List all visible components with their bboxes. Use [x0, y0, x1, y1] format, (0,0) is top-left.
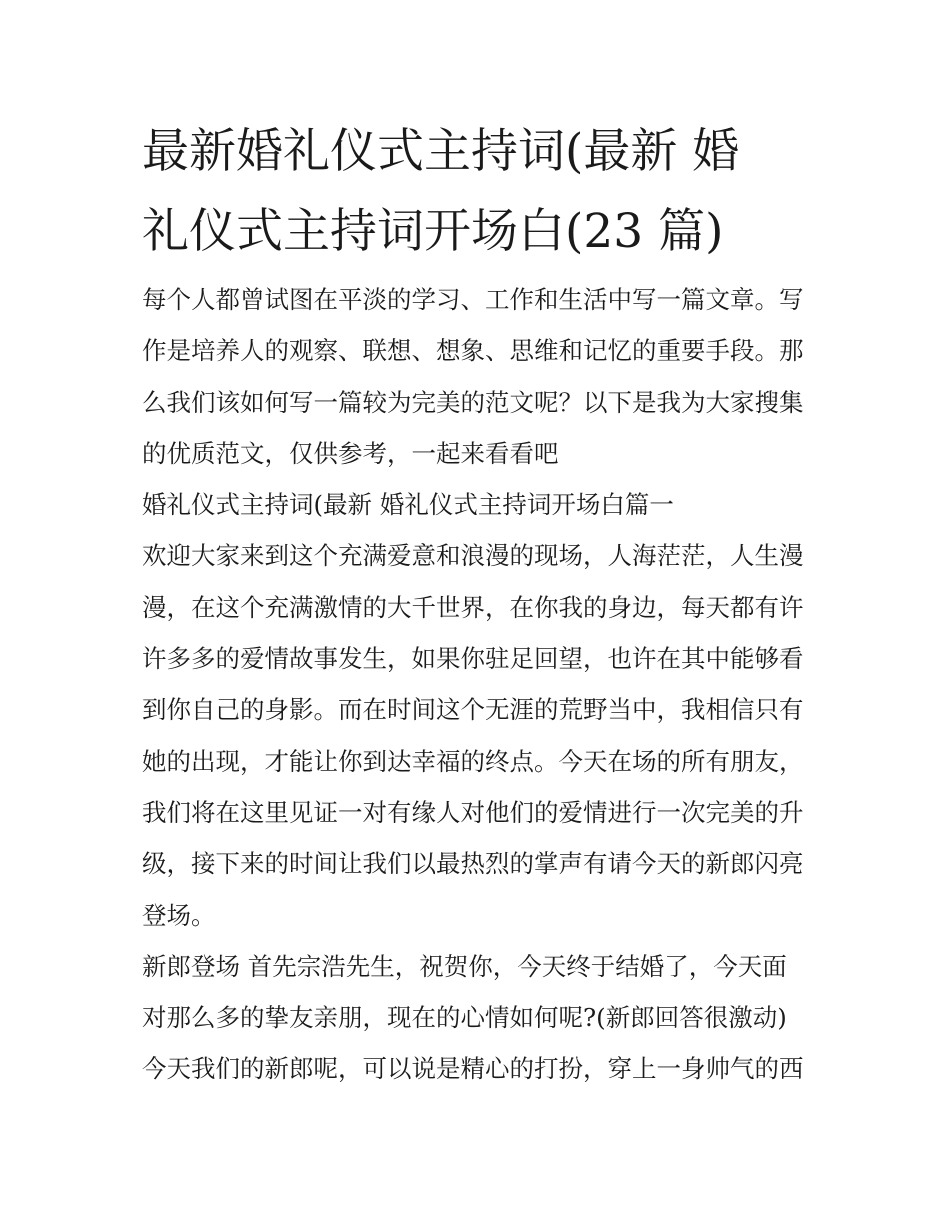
body-line: 她的出现，才能让你到达幸福的终点。今天在场的所有朋友，: [142, 746, 804, 776]
title-line-2: 礼仪式主持词开场白(23 篇): [142, 204, 724, 259]
title-line-1: 最新婚礼仪式主持词(最新 婚: [142, 124, 740, 179]
body-line: 的优质范文，仅供参考，一起来看看吧: [142, 438, 559, 468]
document-body: [142, 274, 832, 1095]
body-line: 么我们该如何写一篇较为完美的范文呢？以下是我为大家搜集: [142, 387, 804, 417]
body-line: 对那么多的挚友亲朋，现在的心情如何呢?(新郎回答很激动): [142, 1003, 787, 1033]
body-line: 我们将在这里见证一对有缘人对他们的爱情进行一次完美的升: [142, 797, 804, 827]
body-line: 登场。: [142, 900, 216, 930]
body-line: 级，接下来的时间让我们以最热烈的掌声有请今天的新郎闪亮: [142, 849, 804, 879]
body-line: 许多多的爱情故事发生，如果你驻足回望，也许在其中能够看: [142, 644, 804, 674]
body-line: 今天我们的新郎呢，可以说是精心的打扮，穿上一身帅气的西: [142, 1054, 804, 1084]
body-line: 新郎登场 首先宗浩先生，祝贺你，今天终于结婚了，今天面: [142, 951, 787, 981]
body-line: 漫，在这个充满激情的大千世界，在你我的身边，每天都有许: [142, 592, 804, 622]
body-line: 作是培养人的观察、联想、想象、思维和记忆的重要手段。那: [142, 336, 804, 366]
body-line: 欢迎大家来到这个充满爱意和浪漫的现场，人海茫茫，人生漫: [142, 541, 804, 571]
section-heading: 婚礼仪式主持词(最新 婚礼仪式主持词开场白篇一: [142, 490, 674, 520]
body-line: 每个人都曾试图在平淡的学习、工作和生活中写一篇文章。写: [142, 285, 804, 314]
document-title: [142, 112, 822, 272]
body-line: 到你自己的身影。而在时间这个无涯的荒野当中，我相信只有: [142, 695, 804, 725]
